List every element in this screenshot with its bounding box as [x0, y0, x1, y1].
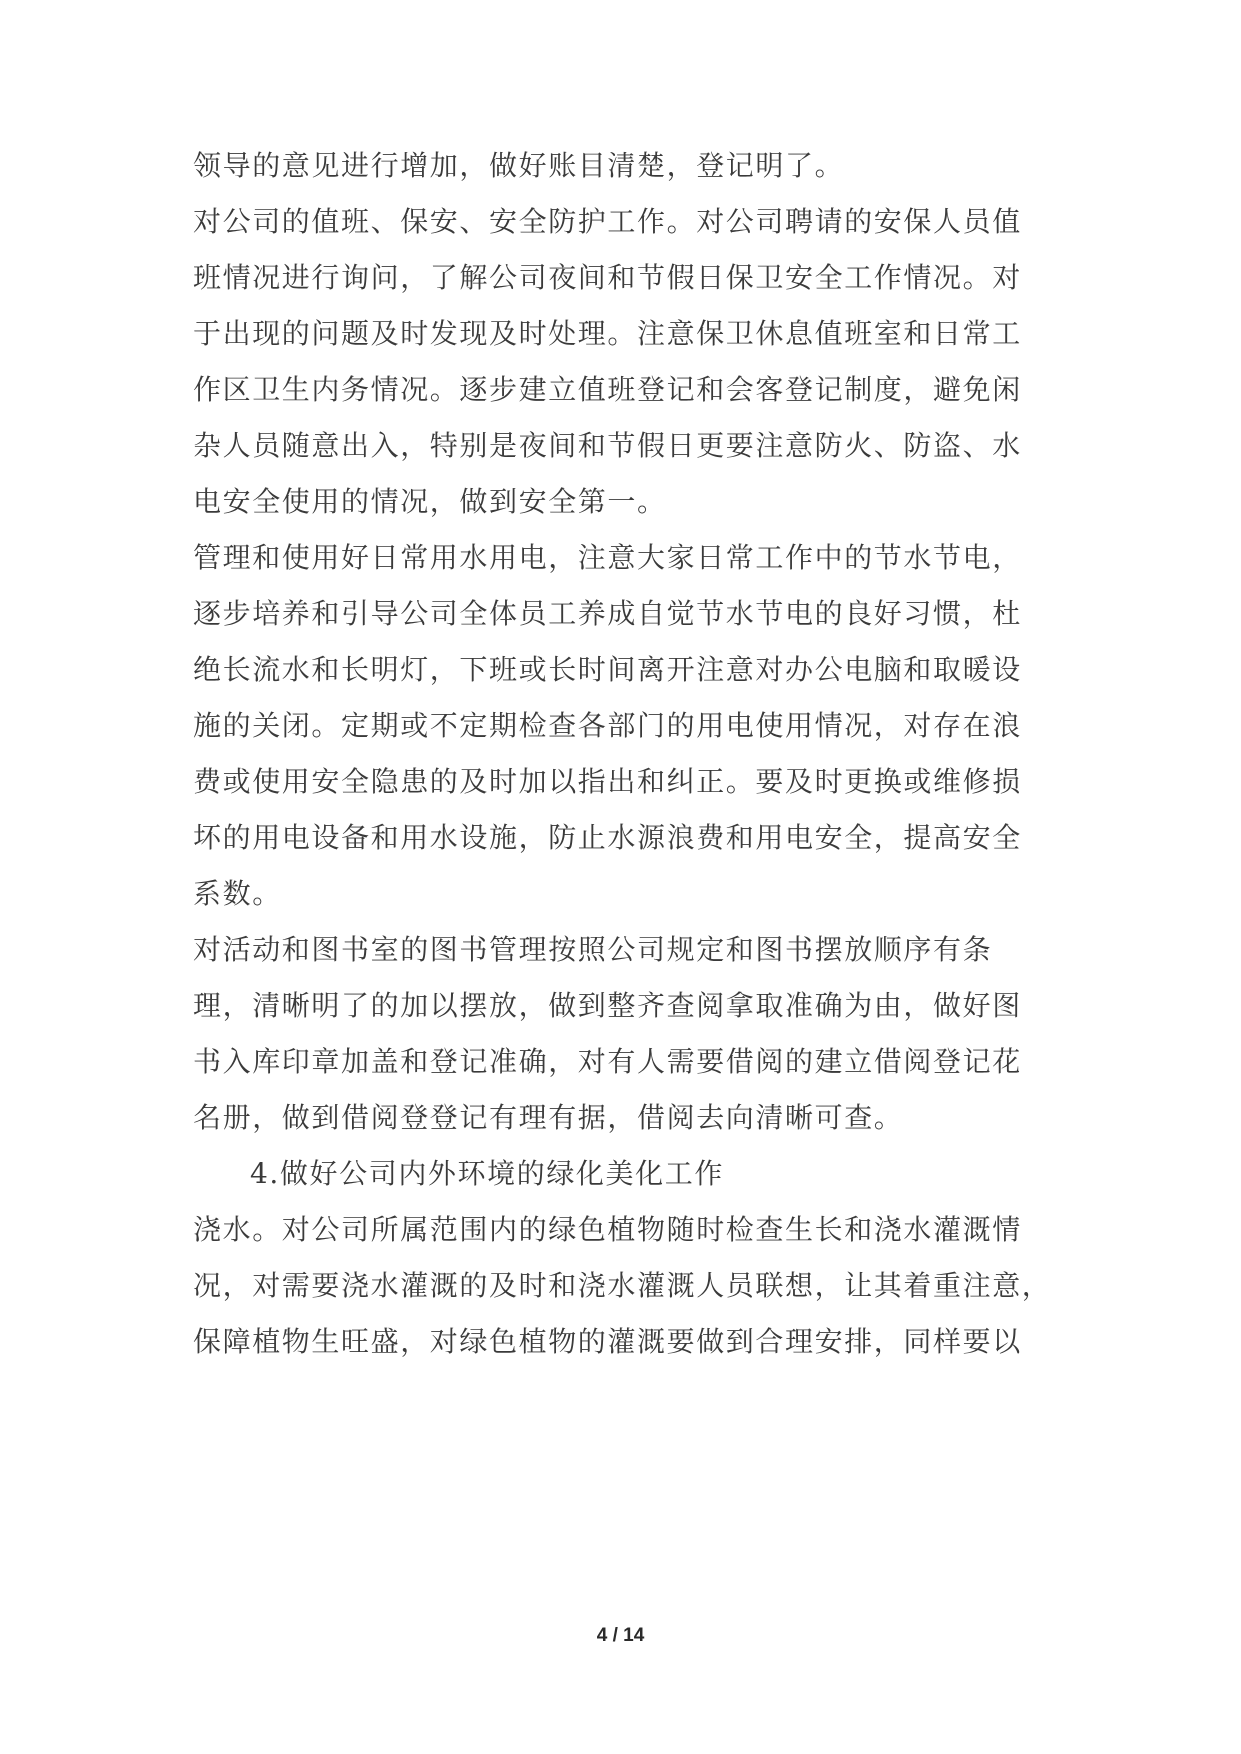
text-line: 绝长流水和长明灯，下班或长时间离开注意对办公电脑和取暖设 [193, 653, 1022, 686]
text-line: 管理和使用好日常用水用电，注意大家日常工作中的节水节电， [193, 541, 1022, 574]
text-line: 作区卫生内务情况。逐步建立值班登记和会客登记制度，避免闲 [193, 373, 1022, 406]
text-line: 对活动和图书室的图书管理按照公司规定和图书摆放顺序有条 [193, 933, 993, 966]
page-number: 4 / 14 [596, 1625, 645, 1646]
text-line: 费或使用安全隐患的及时加以指出和纠正。要及时更换或维修损 [193, 765, 1022, 798]
text-line: 于出现的问题及时发现及时处理。注意保卫休息值班室和日常工 [193, 317, 1022, 350]
text-line: 保障植物生旺盛，对绿色植物的灌溉要做到合理安排，同样要以 [193, 1325, 1022, 1358]
text-line: 浇水。对公司所属范围内的绿色植物随时检查生长和浇水灌溉情 [193, 1213, 1022, 1246]
text-line: 施的关闭。定期或不定期检查各部门的用电使用情况，对存在浪 [193, 709, 1022, 742]
text-line: 系数。 [193, 877, 282, 910]
text-line: 对公司的值班、保安、安全防护工作。对公司聘请的安保人员值 [193, 205, 1022, 238]
text-line: 况，对需要浇水灌溉的及时和浇水灌溉人员联想，让其着重注意， [193, 1269, 1052, 1302]
text-line: 名册，做到借阅登登记有理有据，借阅去向清晰可查。 [193, 1101, 904, 1134]
text-line: 杂人员随意出入，特别是夜间和节假日更要注意防火、防盗、水 [193, 429, 1022, 462]
text-line: 电安全使用的情况，做到安全第一。 [193, 485, 667, 518]
text-line: 坏的用电设备和用水设施，防止水源浪费和用电安全，提高安全 [193, 821, 1022, 854]
section-heading: 4.做好公司内外环境的绿化美化工作 [250, 1157, 724, 1190]
text-line: 领导的意见进行增加，做好账目清楚，登记明了。 [193, 149, 845, 182]
text-line: 理，清晰明了的加以摆放，做到整齐查阅拿取准确为由，做好图 [193, 989, 1022, 1022]
text-line: 班情况进行询问，了解公司夜间和节假日保卫安全工作情况。对 [193, 261, 1022, 294]
text-line: 逐步培养和引导公司全体员工养成自觉节水节电的良好习惯，杜 [193, 597, 1022, 630]
text-line: 书入库印章加盖和登记准确，对有人需要借阅的建立借阅登记花 [193, 1045, 1022, 1078]
